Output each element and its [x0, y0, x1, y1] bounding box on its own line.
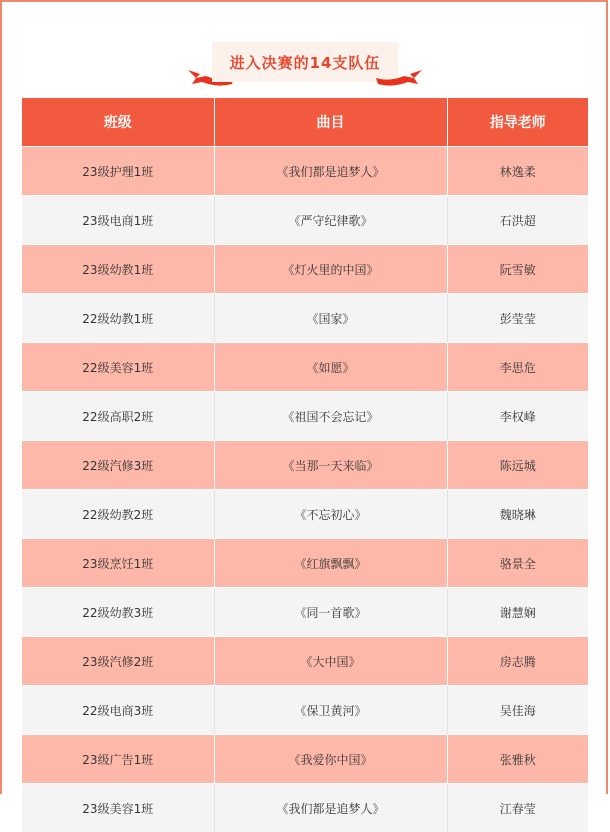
- table-row: [22, 392, 588, 441]
- class-cell: 22级汽修3班: [22, 441, 214, 490]
- song-cell: 《严守纪律歌》: [214, 196, 447, 245]
- class-cell: 23级护理1班: [22, 147, 214, 196]
- class-cell: 23级烹饪1班: [22, 539, 214, 588]
- song-cell: 《我爱你中国》: [214, 735, 447, 784]
- song-cell: 《我们都是追梦人》: [214, 147, 447, 196]
- song-cell: 《如愿》: [214, 343, 447, 392]
- teacher-cell: 林逸柔: [447, 147, 588, 196]
- teacher-cell: 房志腾: [447, 637, 588, 686]
- teacher-cell: 阮雪敏: [447, 245, 588, 294]
- song-cell: 《红旗飘飘》: [214, 539, 447, 588]
- teacher-cell: 陈远城: [447, 441, 588, 490]
- table-row: [22, 637, 588, 686]
- teacher-cell: 李权峰: [447, 392, 588, 441]
- table-row: [22, 245, 588, 294]
- title-banner: [0, 40, 610, 90]
- teacher-cell: 魏晓琳: [447, 490, 588, 539]
- class-cell: 22级幼教3班: [22, 588, 214, 637]
- song-cell: 《当那一天来临》: [214, 441, 447, 490]
- teacher-cell: 吴佳海: [447, 686, 588, 735]
- song-cell: 《保卫黄河》: [214, 686, 447, 735]
- class-cell: 23级美容1班: [22, 784, 214, 832]
- song-cell: 《我们都是追梦人》: [214, 784, 447, 832]
- header-teacher: 指导老师: [447, 98, 588, 147]
- table-row: [22, 686, 588, 735]
- table-row: [22, 147, 588, 196]
- class-cell: 23级幼教1班: [22, 245, 214, 294]
- header-class: 班级: [22, 98, 214, 147]
- class-cell: 23级广告1班: [22, 735, 214, 784]
- table-row: [22, 441, 588, 490]
- page-title: 进入决赛的14支队伍: [212, 42, 398, 82]
- class-cell: 22级幼教1班: [22, 294, 214, 343]
- song-cell: 《同一首歌》: [214, 588, 447, 637]
- teacher-cell: 李思危: [447, 343, 588, 392]
- class-cell: 23级电商1班: [22, 196, 214, 245]
- table-row: [22, 490, 588, 539]
- class-cell: 23级汽修2班: [22, 637, 214, 686]
- table-row: [22, 539, 588, 588]
- finalists-table: [22, 98, 588, 832]
- class-cell: 22级美容1班: [22, 343, 214, 392]
- table-row: [22, 784, 588, 832]
- header-song: 曲目: [214, 98, 447, 147]
- class-cell: 22级电商3班: [22, 686, 214, 735]
- table-row: [22, 343, 588, 392]
- table-header-row: [22, 98, 588, 147]
- right-ribbon-icon: [374, 66, 424, 88]
- song-cell: 《不忘初心》: [214, 490, 447, 539]
- song-cell: 《国家》: [214, 294, 447, 343]
- table-row: [22, 735, 588, 784]
- song-cell: 《灯火里的中国》: [214, 245, 447, 294]
- teacher-cell: 谢慧娴: [447, 588, 588, 637]
- teacher-cell: 张雅秋: [447, 735, 588, 784]
- table-row: [22, 294, 588, 343]
- teacher-cell: 石洪超: [447, 196, 588, 245]
- class-cell: 22级幼教2班: [22, 490, 214, 539]
- teacher-cell: 江春莹: [447, 784, 588, 832]
- class-cell: 22级高职2班: [22, 392, 214, 441]
- table-row: [22, 588, 588, 637]
- teacher-cell: 骆景全: [447, 539, 588, 588]
- teacher-cell: 彭莹莹: [447, 294, 588, 343]
- table-row: [22, 196, 588, 245]
- song-cell: 《祖国不会忘记》: [214, 392, 447, 441]
- song-cell: 《大中国》: [214, 637, 447, 686]
